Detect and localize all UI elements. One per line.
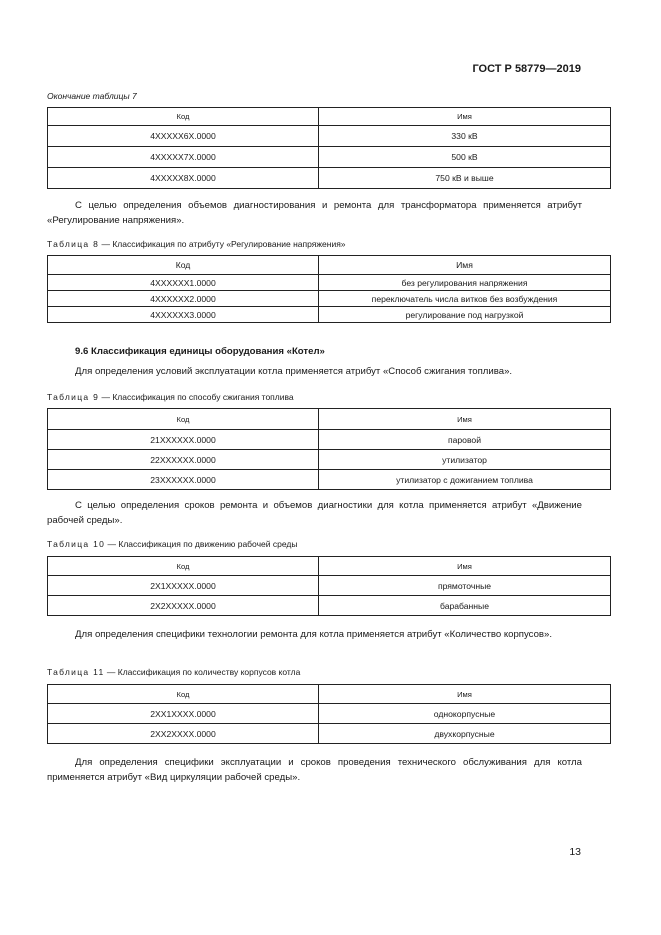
table-header-row (48, 256, 611, 275)
header-code: Код (48, 685, 319, 704)
header-name: Имя (319, 557, 611, 576)
cell-code: 23XXXXXX.0000 (48, 470, 319, 490)
paragraph-2: Для определения условий эксплуатации котла применяется атрибут «Способ сжигания топлива». (75, 366, 513, 377)
cell-name: регулирование под нагрузкой (319, 307, 611, 323)
cell-name: двухкорпусные (319, 724, 611, 744)
cell-code: 4XXXXX6X.0000 (48, 126, 319, 147)
cell-name: без регулирования напряжения (319, 275, 611, 291)
header-code: Код (48, 557, 319, 576)
table-7-block (47, 91, 582, 189)
table-row (48, 307, 611, 323)
cell-code: 2X1XXXXX.0000 (48, 576, 319, 596)
table-8 (47, 255, 611, 323)
cell-code: 4XXXXXX3.0000 (48, 307, 319, 323)
table-8-block (47, 239, 582, 323)
header-name: Имя (319, 409, 611, 430)
table-10-caption: Таблица 10 — Классификация по движению рабочей среды (47, 539, 298, 549)
cell-name: 330 кВ (319, 126, 611, 147)
table-row (48, 596, 611, 616)
cell-code: 2XX2XXXX.0000 (48, 724, 319, 744)
header-code: Код (48, 409, 319, 430)
table-11 (47, 684, 611, 744)
table-row (48, 576, 611, 596)
cell-name: однокорпусные (319, 704, 611, 724)
table-row (48, 291, 611, 307)
table-header-row (48, 108, 611, 126)
table-row (48, 168, 611, 189)
table-11-block (47, 667, 582, 744)
paragraph-3: С целью определения сроков ремонта и объемов диагностики для котла применяется атрибут «Движение рабочей среды». (47, 500, 582, 526)
table-9-block (47, 392, 582, 490)
header-code: Код (48, 256, 319, 275)
cell-name: утилизатор (319, 450, 611, 470)
table-row (48, 430, 611, 450)
paragraph-4: Для определения специфики технологии ремонта для котла применяется атрибут «Количество корпусов». (75, 629, 553, 640)
table-7 (47, 107, 611, 189)
table-row (48, 470, 611, 490)
cell-code: 2X2XXXXX.0000 (48, 596, 319, 616)
header-name: Имя (319, 256, 611, 275)
cell-name: 750 кВ и выше (319, 168, 611, 189)
table-9 (47, 408, 611, 490)
header-code: Код (48, 108, 319, 126)
table-row (48, 275, 611, 291)
document-header: ГОСТ Р 58779—2019 (472, 63, 581, 75)
cell-name: утилизатор с дожиганием топлива (319, 470, 611, 490)
table-row (48, 724, 611, 744)
table-10-block (47, 539, 582, 616)
table-7-caption: Окончание таблицы 7 (47, 91, 137, 101)
cell-code: 4XXXXXX2.0000 (48, 291, 319, 307)
table-header-row (48, 409, 611, 430)
section-heading: 9.6 Классификация единицы оборудования «Котел» (75, 346, 325, 357)
table-11-caption: Таблица 11 — Классификация по количеству корпусов котла (47, 667, 301, 677)
page-number: 13 (569, 846, 581, 858)
cell-code: 21XXXXXX.0000 (48, 430, 319, 450)
table-row (48, 147, 611, 168)
cell-code: 4XXXXXX1.0000 (48, 275, 319, 291)
table-row (48, 450, 611, 470)
header-name: Имя (319, 685, 611, 704)
header-name: Имя (319, 108, 611, 126)
table-row (48, 704, 611, 724)
paragraph-1: С целью определения объемов диагностирования и ремонта для трансформатора применяется атрибут «Регулирование напряжения». (47, 200, 582, 226)
table-10 (47, 556, 611, 616)
cell-name: переключатель числа витков без возбуждения (319, 291, 611, 307)
cell-code: 2XX1XXXX.0000 (48, 704, 319, 724)
table-row (48, 126, 611, 147)
cell-code: 4XXXXX7X.0000 (48, 147, 319, 168)
cell-name: прямоточные (319, 576, 611, 596)
paragraph-5: Для определения специфики эксплуатации и сроков проведения технического обслуживания для котла применяется атрибут «Вид циркуляции рабочей среды». (47, 757, 582, 783)
table-header-row (48, 557, 611, 576)
cell-name: 500 кВ (319, 147, 611, 168)
cell-code: 4XXXXX8X.0000 (48, 168, 319, 189)
table-9-caption: Таблица 9 — Классификация по способу сжигания топлива (47, 392, 294, 402)
cell-name: барабанные (319, 596, 611, 616)
cell-code: 22XXXXXX.0000 (48, 450, 319, 470)
table-8-caption: Таблица 8 — Классификация по атрибуту «Регулирование напряжения» (47, 239, 346, 249)
table-header-row (48, 685, 611, 704)
cell-name: паровой (319, 430, 611, 450)
